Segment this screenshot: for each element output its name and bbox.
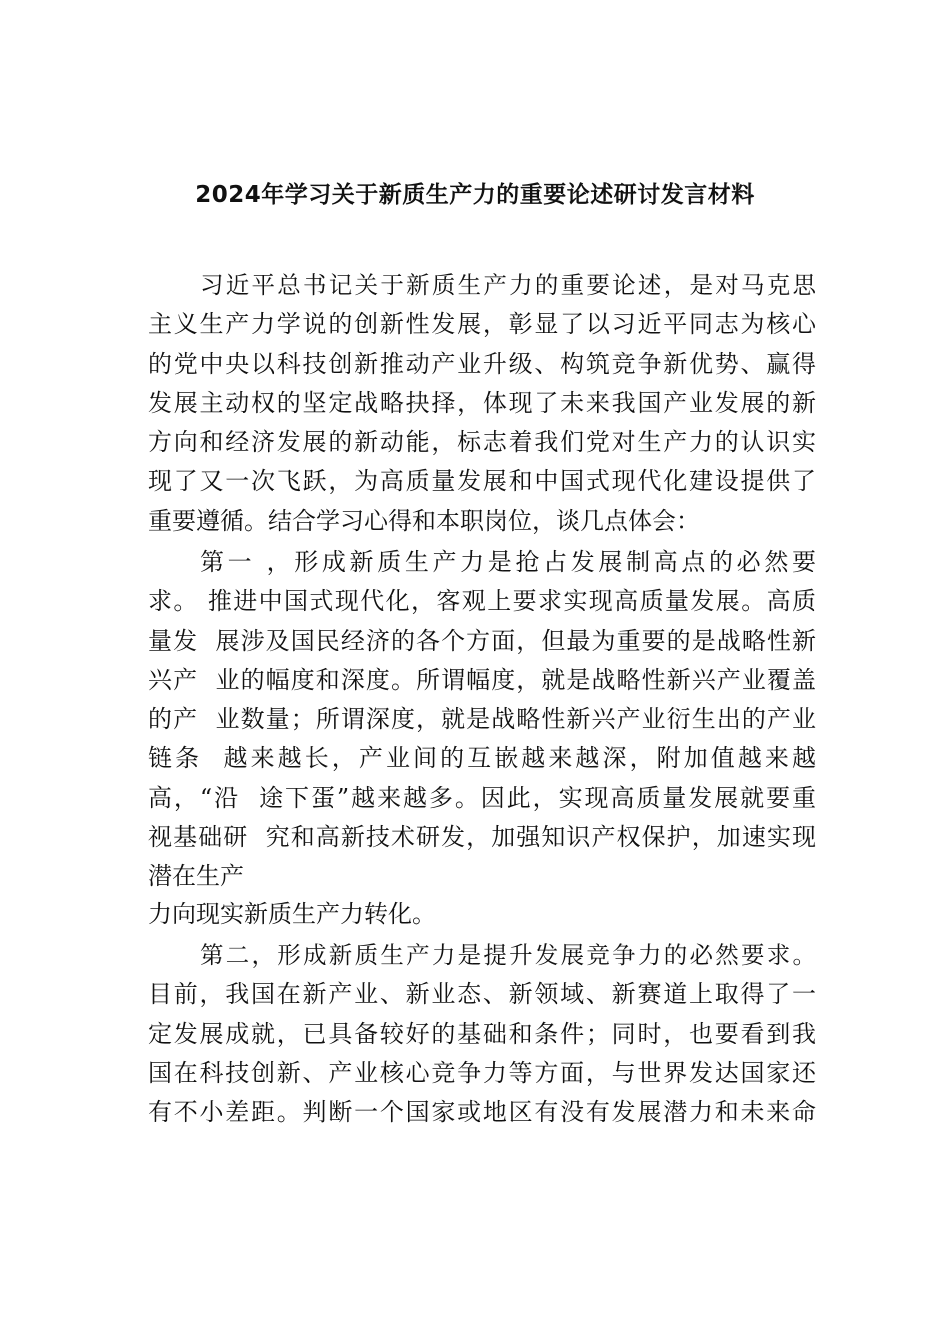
paragraph-line: 的产 业数量；所谓深度，就是战略性新兴产业衍生出的产业 — [148, 705, 816, 734]
paragraph-line: 求。 推进中国式现代化，客观上要求实现高质量发展。高质 — [148, 587, 816, 616]
paragraph-line: 兴产 业的幅度和深度。所谓幅度，就是战略性新兴产业覆盖 — [148, 665, 816, 694]
paragraph-line: 链条 越来越长，产业间的互嵌越来越深，附加值越来越 — [148, 744, 816, 773]
paragraph-point-one-end — [148, 895, 816, 934]
paragraph-line: 视基础研 究和高新技术研发，加强知识产权保护，加速实现 — [148, 823, 816, 852]
paragraph-line: 目前，我国在新产业、新业态、新领域、新赛道上取得了一 — [148, 980, 816, 1009]
paragraph-line: 定发展成就，已具备较好的基础和条件；同时，也要看到我 — [148, 1019, 816, 1048]
paragraph-intro — [148, 266, 816, 541]
paragraph-line: 发展主动权的坚定战略抉择，体现了未来我国产业发展的新 — [148, 388, 816, 417]
paragraph-line: 现了又一次飞跃，为高质量发展和中国式现代化建设提供了 — [148, 467, 816, 496]
paragraph-line: 第一 ，形成新质生产力是抢占发展制高点的必然要 — [200, 548, 816, 576]
paragraph-point-one — [148, 543, 816, 897]
paragraph-line: 的党中央以科技创新推动产业升级、构筑竞争新优势、赢得 — [148, 349, 816, 378]
paragraph-line: 主义生产力学说的创新性发展，彰显了以习近平同志为核心 — [148, 310, 816, 339]
paragraph-line: 国在科技创新、产业核心竞争力等方面，与世界发达国家还 — [148, 1058, 816, 1087]
paragraph-line: 重要遵循。结合学习心得和本职岗位，谈几点体会： — [148, 506, 700, 535]
document-title: 2024年学习关于新质生产力的重要论述研讨发言材料 — [195, 182, 755, 208]
paragraph-line: 第二，形成新质生产力是提升发展竞争力的必然要求。 — [200, 941, 816, 969]
paragraph-line: 量发 展涉及国民经济的各个方面，但最为重要的是战略性新 — [148, 626, 816, 655]
paragraph-line: 高，“沿 途下蛋”越来越多。因此，实现高质量发展就要重 — [148, 783, 816, 812]
paragraph-line: 潜在生产 — [148, 862, 244, 891]
paragraph-line: 力向现实新质生产力转化。 — [148, 900, 436, 928]
paragraph-line: 有不小差距。判断一个国家或地区有没有发展潜力和未来命 — [148, 1098, 816, 1127]
paragraph-point-two — [148, 936, 816, 1132]
paragraph-line: 习近平总书记关于新质生产力的重要论述，是对马克思 — [200, 271, 816, 299]
paragraph-line: 方向和经济发展的新动能，标志着我们党对生产力的认识实 — [148, 428, 816, 457]
